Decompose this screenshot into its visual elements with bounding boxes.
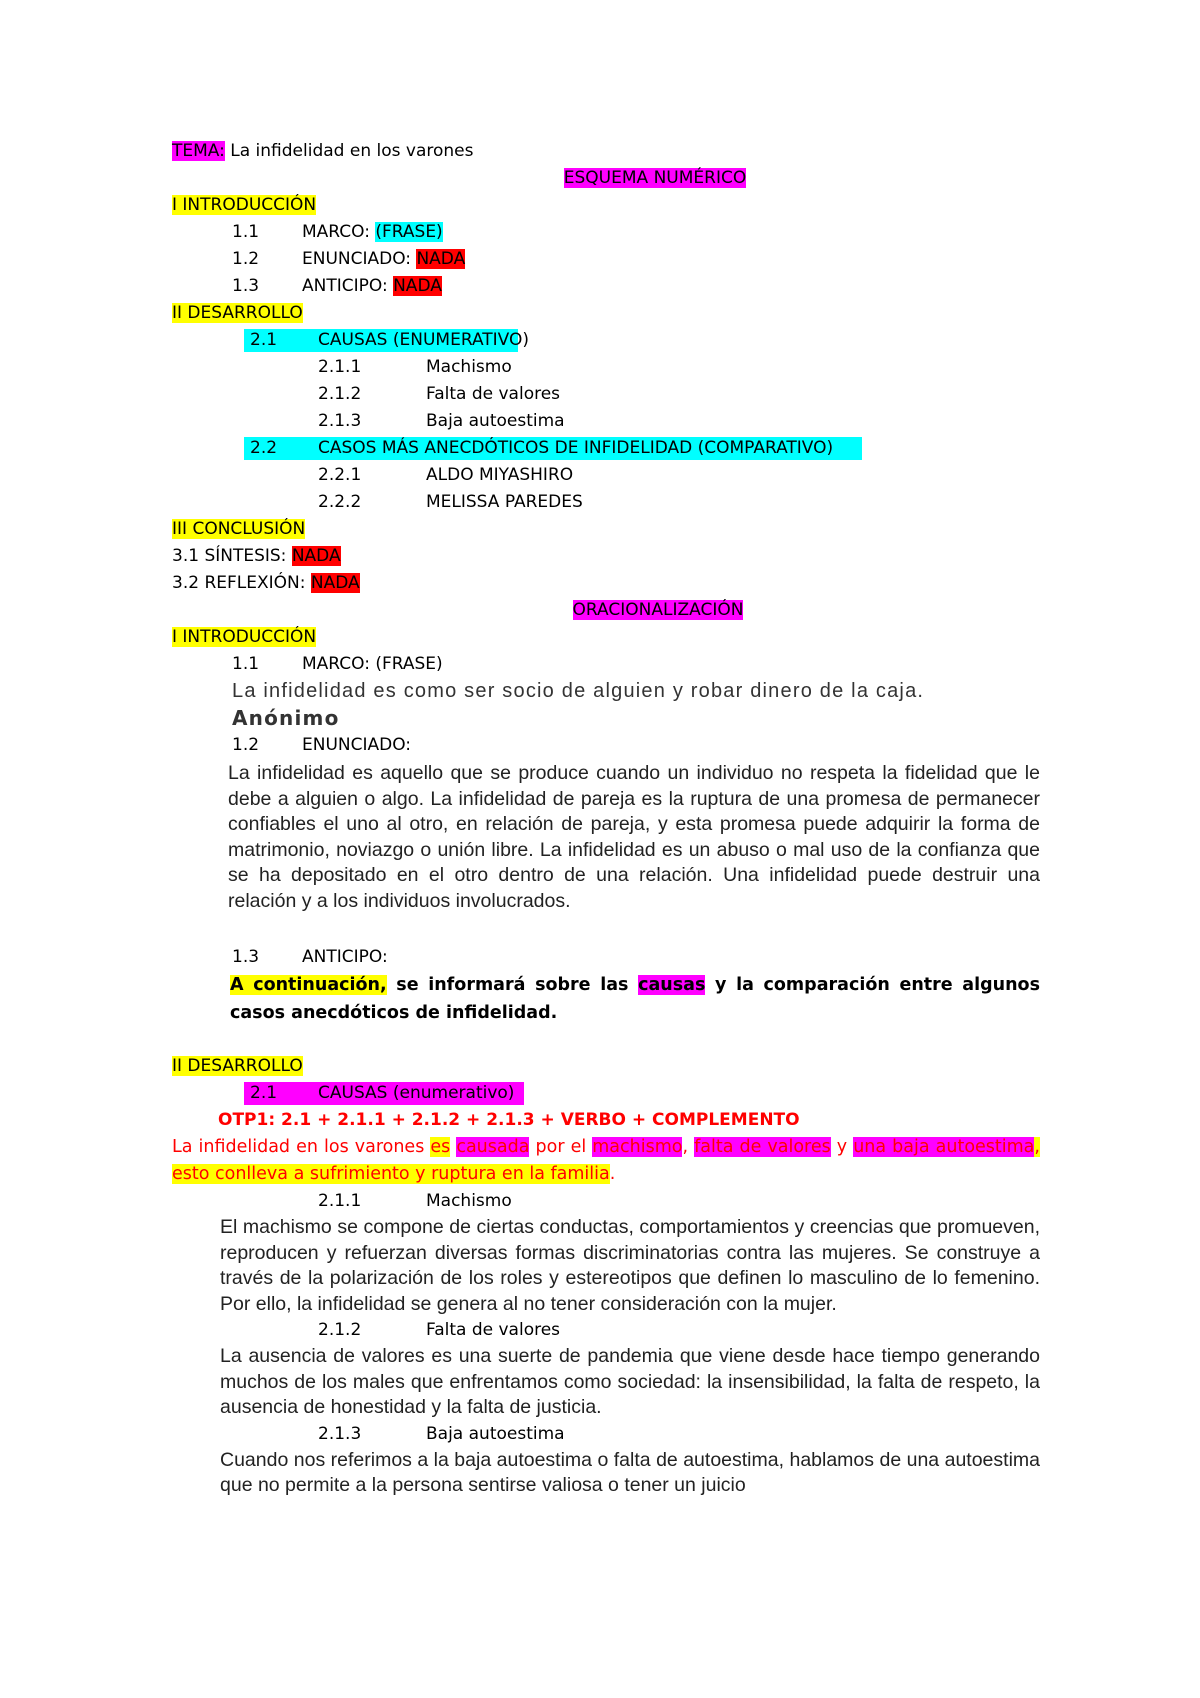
oracion-desarrollo-heading-line — [172, 1053, 1040, 1080]
esquema-sintesis-line — [172, 543, 1040, 570]
subitem-label: Falta de valores — [426, 384, 561, 404]
anticipo-text: se informará sobre las — [386, 975, 639, 995]
esquema-subitem — [172, 408, 1040, 435]
autoestima-paragraph: Cuando nos referimos a la baja autoestima o falta de autoestima, hablamos de una autoestima que no permite a la persona sentirse valiosa o tener un juicio — [220, 1448, 1040, 1496]
subitem-label: Machismo — [426, 357, 512, 377]
esquema-intro-heading: I INTRODUCCIÓN — [172, 195, 317, 215]
autoestima-label: Baja autoestima — [426, 1423, 565, 1444]
section-num: 2.2 — [250, 438, 278, 458]
section-label: CASOS MÁS ANECDÓTICOS DE INFIDELIDAD (COMPARATIVO) — [318, 438, 834, 458]
otp-sentence — [172, 1134, 1040, 1188]
item-value: NADA — [393, 276, 442, 296]
otp-valores: falta de valores — [694, 1137, 831, 1157]
quote-text: La infidelidad es como ser socio de alguien y robar dinero de la caja. — [232, 680, 925, 702]
tema-line — [172, 138, 1040, 165]
otp-machismo: machismo — [592, 1137, 683, 1157]
esquema-intro-item — [172, 246, 1040, 273]
esquema-conclusion-heading: III CONCLUSIÓN — [172, 519, 306, 539]
item-value: (FRASE) — [375, 222, 443, 242]
machismo-paragraph: El machismo se compone de ciertas conductas, comportamientos y creencias que promueven, reproducen y refuerzan diversas formas discriminatorias contra las mujeres. Se construye a través de la polarización de los roles y estereotipos que definen lo masculino de lo femenino. Por ello, la infidelidad se genera al no tener consideración con la mujer. — [220, 1216, 1040, 1315]
oracion-causas-line — [172, 1080, 1040, 1107]
otp-autoestima: una baja autoestima — [853, 1137, 1035, 1157]
esquema-desarrollo-heading: II DESARROLLO — [172, 303, 303, 323]
oracionalizacion-title: ORACIONALIZACIÓN — [572, 600, 744, 620]
enunciado-paragraph: La infidelidad es aquello que se produce cuando un individuo no respeta la fidelidad que le debe a alguien o algo. La infidelidad de pareja es la ruptura de una promesa de permanecer confiables el uno al otro, en relación de pareja, y esta promesa puede adquirir la forma de matrimonio, noviazgo o unión libre. La infidelidad es un abuso o mal uso de la confianza que se ha depositado en el otro dentro de una relación. Una infidelidad puede destruir una relación y a los individuos involucrados. — [228, 762, 1040, 912]
machismo-num: 2.1.1 — [318, 1191, 362, 1211]
otp-formula: OTP1: 2.1 + 2.1.1 + 2.1.2 + 2.1.3 + VERBO + COMPLEMENTO — [218, 1110, 800, 1130]
otp-causada: causada — [456, 1137, 530, 1157]
subitem-num: 2.2.1 — [318, 465, 362, 485]
anticipo-text-end: y la comparación entre algunos casos anecdóticos de infidelidad. — [230, 975, 1040, 1023]
item-value: NADA — [416, 249, 466, 269]
item-num: 1.3 — [232, 276, 260, 296]
valores-label: Falta de valores — [426, 1320, 561, 1340]
oracion-desarrollo-heading: II DESARROLLO — [172, 1056, 303, 1076]
sintesis-value: NADA — [291, 546, 341, 566]
oracion-intro-heading: I INTRODUCCIÓN — [172, 627, 317, 647]
enunciado-num: 1.2 — [232, 735, 260, 755]
subitem-num: 2.1.2 — [318, 384, 362, 404]
oracion-anticipo-line — [172, 944, 1040, 971]
quote-line — [172, 678, 1040, 704]
item-label: ANTICIPO: — [302, 276, 394, 296]
anticipo-connector: A continuación, — [230, 975, 387, 995]
esquema-section-21 — [172, 327, 1040, 354]
esquema-reflexion-line — [172, 570, 1040, 597]
section-label: CAUSAS (ENUMERATIVO) — [318, 330, 529, 350]
causas-label: CAUSAS (enumerativo) — [318, 1083, 515, 1103]
tema-text: La infidelidad en los varones — [224, 141, 474, 161]
anticipo-num: 1.3 — [232, 947, 260, 967]
subitem-label: MELISSA PAREDES — [426, 492, 583, 512]
esquema-intro-heading-line — [172, 192, 1040, 219]
oracion-enunciado-line — [172, 732, 1040, 759]
otp-part: La infidelidad en los varones — [172, 1137, 431, 1157]
quote-author-line — [172, 704, 1040, 732]
oracion-intro-heading-line — [172, 624, 1040, 651]
quote-author: Anónimo — [232, 706, 340, 730]
item-label: MARCO: — [302, 222, 376, 242]
esquema-intro-item — [172, 273, 1040, 300]
reflexion-value: NADA — [310, 573, 360, 593]
document-page — [172, 138, 1040, 1499]
otp-part: . — [609, 1164, 616, 1184]
oracionalizacion-title-line — [172, 597, 1040, 624]
enunciado-label: ENUNCIADO: — [302, 735, 412, 755]
subitem-label: ALDO MIYASHIRO — [426, 465, 574, 485]
esquema-subitem — [172, 489, 1040, 516]
esquema-desarrollo-heading-line — [172, 300, 1040, 327]
machismo-label: Machismo — [426, 1191, 512, 1211]
subitem-num: 2.1.1 — [318, 357, 362, 377]
item-label: ENUNCIADO: — [302, 249, 417, 269]
otp-part: , — [682, 1137, 695, 1157]
subitem-num: 2.1.3 — [318, 411, 362, 431]
marco-num: 1.1 — [232, 654, 260, 674]
anticipo-paragraph — [230, 971, 1040, 1027]
machismo-heading-line — [172, 1188, 1040, 1215]
esquema-section-22 — [172, 435, 1040, 462]
subitem-label: Baja autoestima — [426, 411, 565, 431]
esquema-conclusion-heading-line — [172, 516, 1040, 543]
otp-part: por el — [529, 1137, 593, 1157]
esquema-subitem — [172, 462, 1040, 489]
anticipo-causas: causas — [638, 975, 706, 995]
autoestima-heading-line — [172, 1421, 1040, 1448]
otp-part: y — [830, 1137, 854, 1157]
esquema-intro-item — [172, 219, 1040, 246]
causas-num: 2.1 — [250, 1083, 278, 1103]
section-num: 2.1 — [250, 330, 278, 350]
esquema-subitem — [172, 381, 1040, 408]
esquema-title: ESQUEMA NUMÉRICO — [563, 168, 747, 188]
item-num: 1.1 — [232, 222, 260, 242]
esquema-title-line — [172, 165, 1040, 192]
item-num: 1.2 — [232, 249, 260, 269]
valores-num: 2.1.2 — [318, 1320, 362, 1340]
anticipo-label: ANTICIPO: — [302, 947, 388, 967]
tema-label: TEMA: — [172, 141, 225, 161]
esquema-subitem — [172, 354, 1040, 381]
subitem-num: 2.2.2 — [318, 492, 362, 512]
otp-complemento: , esto conlleva a sufrimiento y ruptura en la familia — [172, 1137, 1040, 1184]
oracion-marco-line — [172, 651, 1040, 678]
otp-verb: es — [430, 1137, 451, 1157]
autoestima-num: 2.1.3 — [318, 1423, 362, 1444]
valores-paragraph: La ausencia de valores es una suerte de pandemia que viene desde hace tiempo generando muchos de los males que enfrentamos como sociedad: la insensibilidad, la falta de respeto, la ausencia de honestidad y la falta de justicia. — [220, 1345, 1040, 1418]
reflexion-label: 3.2 REFLEXIÓN: — [172, 573, 311, 593]
valores-heading-line — [172, 1317, 1040, 1344]
sintesis-label: 3.1 SÍNTESIS: — [172, 546, 292, 566]
otp-line — [172, 1107, 1040, 1134]
marco-label: MARCO: (FRASE) — [302, 654, 443, 674]
